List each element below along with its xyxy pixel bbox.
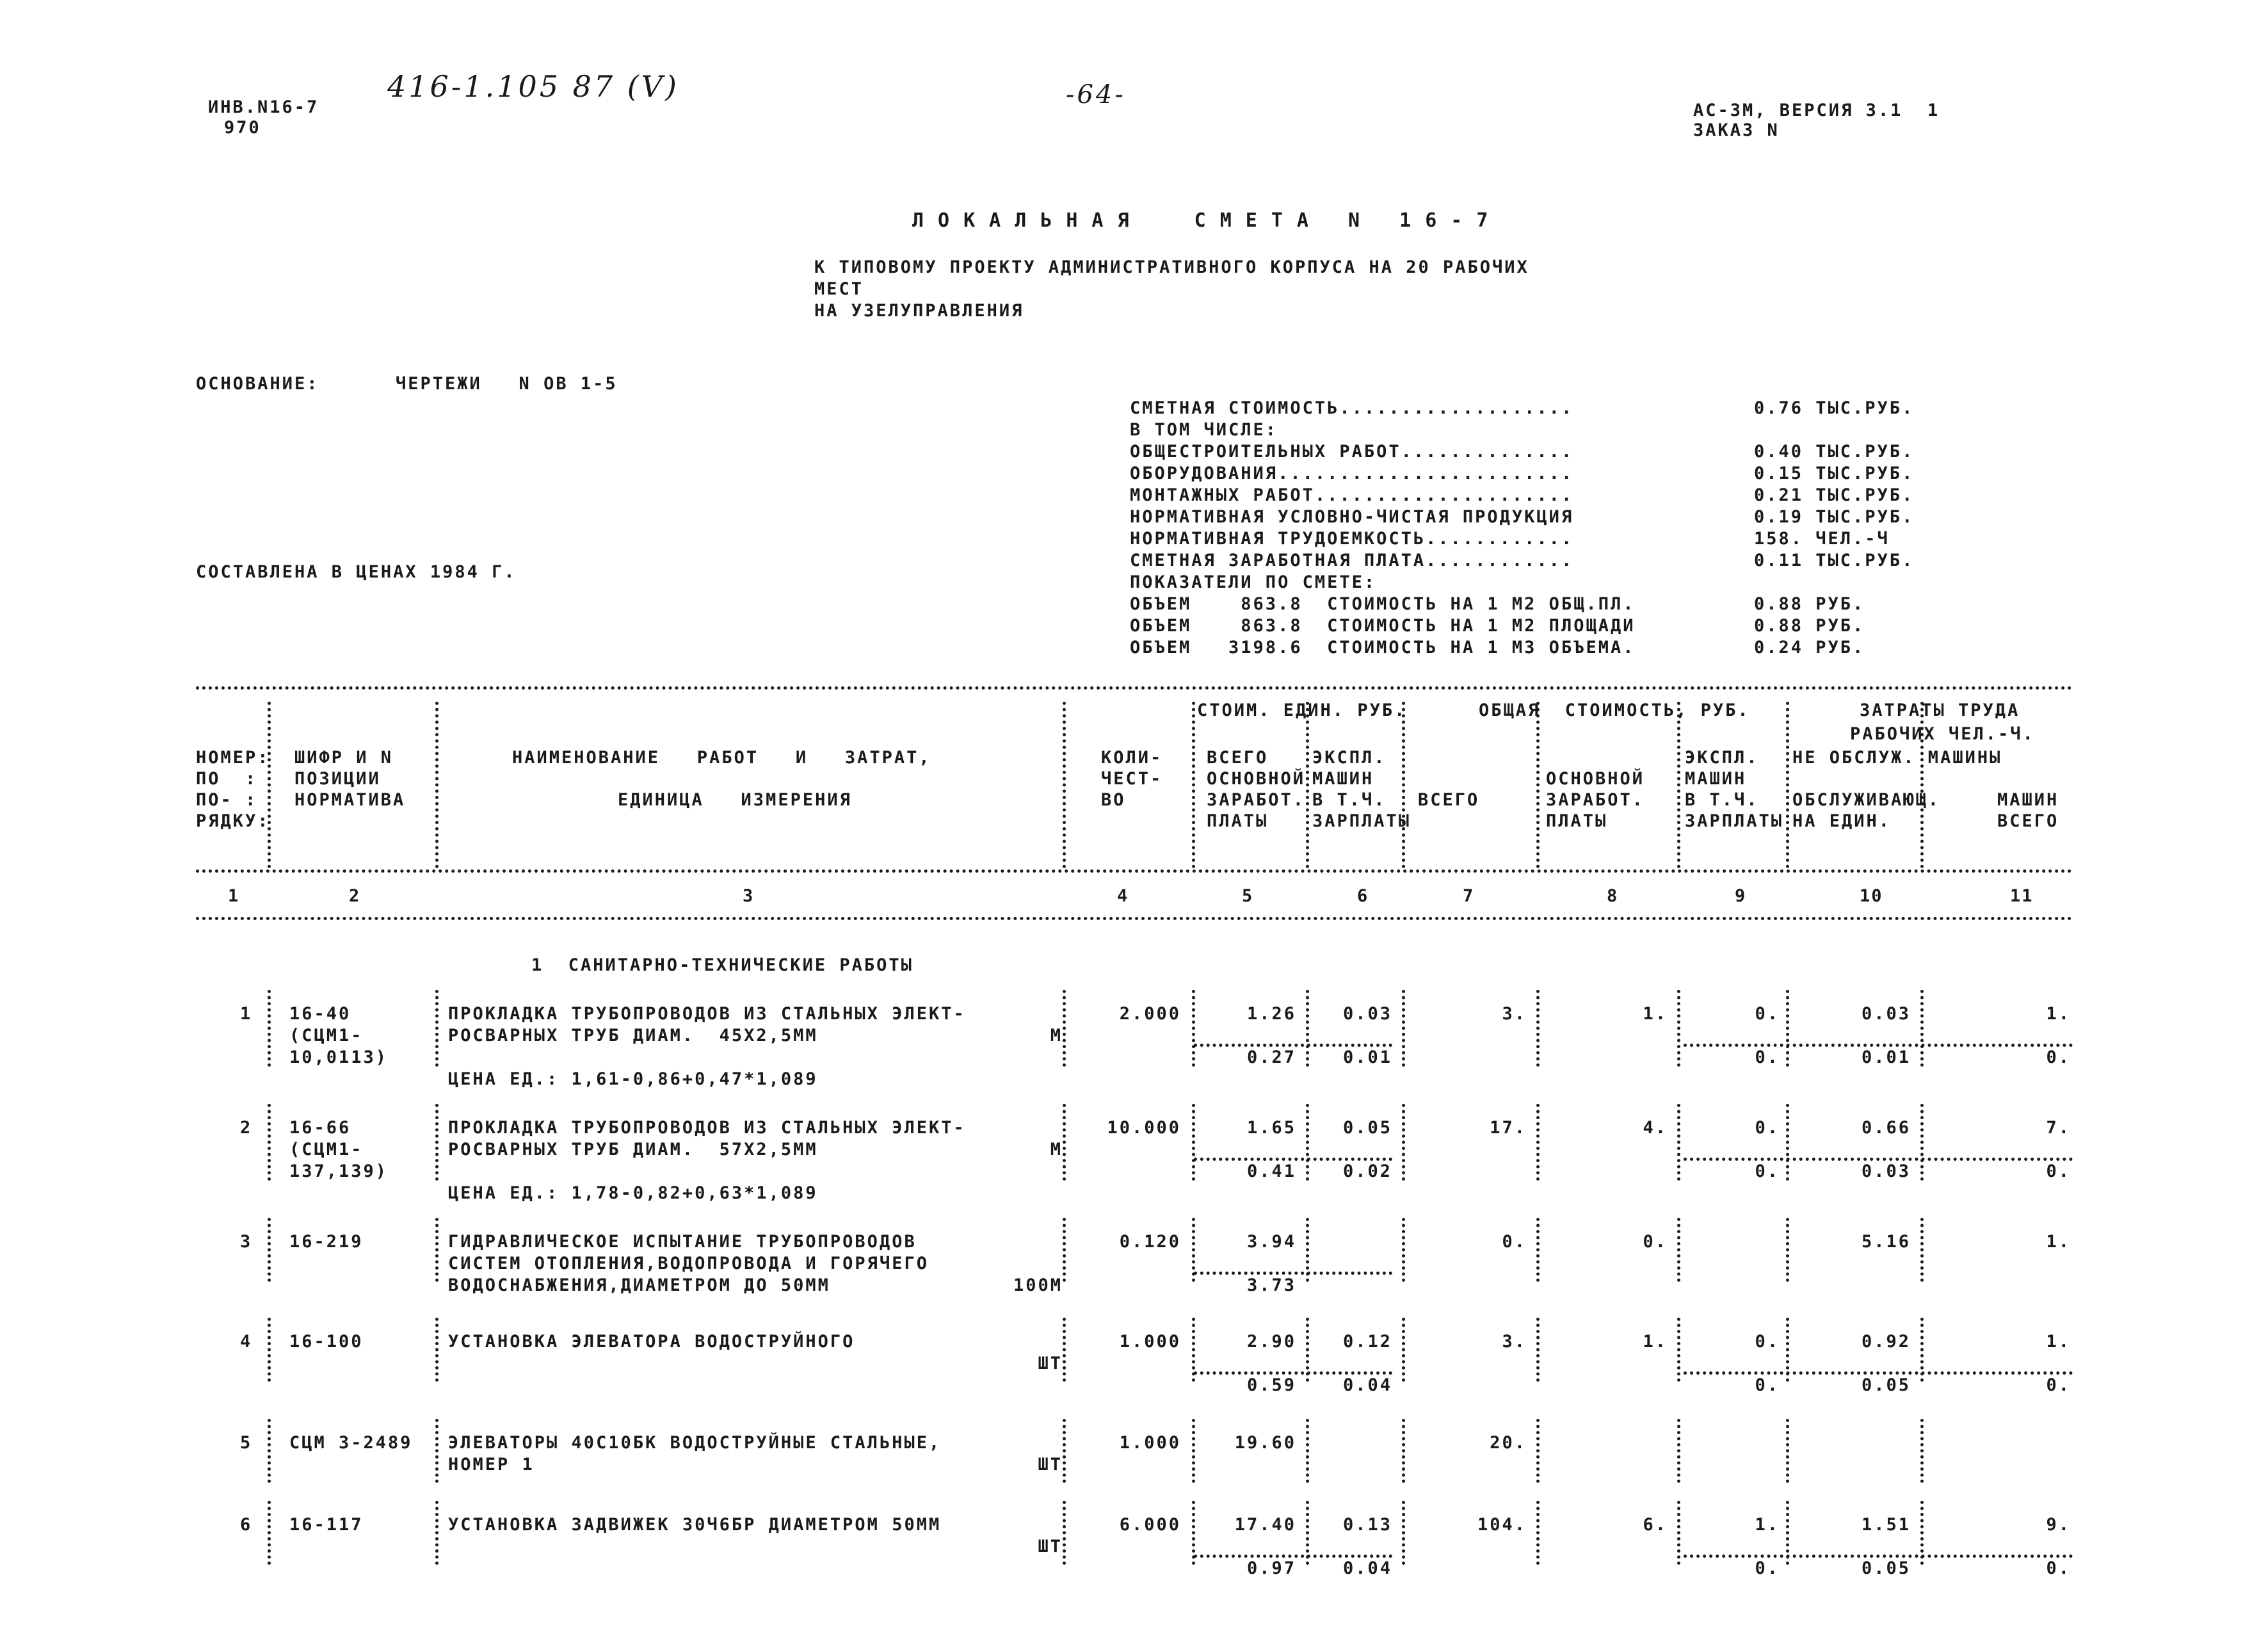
header-code: ПОЗИЦИИ <box>294 769 381 789</box>
header-machine-cost: В Т.Ч. <box>1312 790 1387 810</box>
column-separator <box>435 702 438 868</box>
header-overall-total: ВСЕГО <box>1418 790 1480 810</box>
value-c9b: 0. <box>1755 1375 1780 1395</box>
value-c5: 17.40 <box>1234 1515 1296 1535</box>
column-separator <box>1536 1218 1540 1282</box>
header-machine-cost: МАШИН <box>1312 769 1374 789</box>
column-separator <box>1920 990 1924 1067</box>
column-number: 1 <box>228 886 240 906</box>
unit: М <box>1050 1140 1063 1160</box>
header-machine-salary: ЗАРПЛАТЫ <box>1685 811 1784 831</box>
header-labor-serving: НА ЕДИН. <box>1792 811 1892 831</box>
prices-basis: СОСТАВЛЕНА В ЦЕНАХ 1984 Г. <box>196 562 517 582</box>
column-separator <box>1063 1104 1066 1181</box>
column-separator <box>1677 1218 1680 1282</box>
header-row-number: РЯДКУ: <box>196 811 270 831</box>
header-labor-not-serving: НЕ ОБСЛУЖ. МАШИНЫ <box>1792 748 2002 768</box>
header-total-cost: ВСЕГО <box>1207 748 1269 768</box>
column-separator <box>1306 1218 1309 1282</box>
column-separator <box>1063 702 1066 868</box>
norm-code: 16-219 <box>289 1232 364 1252</box>
value-c10b: 0.05 <box>1861 1558 1911 1578</box>
summary-label: МОНТАЖНЫХ РАБОТ..................... <box>1130 485 1574 505</box>
column-separator <box>1063 1318 1066 1382</box>
summary-label: ОБЩЕСТРОИТЕЛЬНЫХ РАБОТ.............. <box>1130 442 1574 462</box>
norm-code: 16-66 <box>289 1118 351 1138</box>
work-name: ПРОКЛАДКА ТРУБОПРОВОДОВ ИЗ СТАЛЬНЫХ ЭЛЕКТ- <box>448 1118 966 1138</box>
column-number: 10 <box>1860 886 1883 906</box>
value-c10b: 0.05 <box>1861 1375 1911 1395</box>
column-separator <box>1677 1419 1680 1483</box>
value-c6b: 0.04 <box>1342 1558 1392 1578</box>
header-base-salary: ЗАРАБОТ. <box>1546 790 1645 810</box>
column-separator <box>1920 1104 1924 1181</box>
value-c9: 0. <box>1755 1118 1780 1138</box>
value-c7: 3. <box>1502 1332 1527 1352</box>
title-line-2: МЕСТ <box>814 279 864 299</box>
value-c6b: 0.02 <box>1342 1161 1392 1181</box>
header-quantity: КОЛИ- <box>1101 748 1163 768</box>
value-c5: 19.60 <box>1234 1433 1296 1453</box>
header-row-number: ПО : <box>196 769 258 789</box>
column-number: 2 <box>349 886 361 906</box>
column-separator <box>1063 1501 1066 1565</box>
subtotal-rule <box>1684 1371 2073 1375</box>
summary-value: 0.19 ТЫС.РУБ. <box>1754 507 1915 527</box>
document-title: ЛОКАЛЬНАЯ СМЕТА N 16-7 <box>912 209 1502 232</box>
column-separator <box>1920 1501 1924 1565</box>
column-separator <box>1677 1501 1680 1565</box>
value-c6: 0.12 <box>1342 1332 1392 1352</box>
column-separator <box>1920 1318 1924 1382</box>
column-number: 7 <box>1463 886 1475 906</box>
value-c5: 1.26 <box>1246 1004 1296 1024</box>
column-separator <box>268 1218 271 1282</box>
summary-value: 0.88 РУБ. <box>1754 616 1865 636</box>
value-c10: 5.16 <box>1861 1232 1911 1252</box>
header-total-cost: ПЛАТЫ <box>1207 811 1269 831</box>
row-number: 6 <box>240 1515 253 1535</box>
column-number: 3 <box>743 886 755 906</box>
column-separator <box>1402 1318 1405 1382</box>
column-separator <box>1786 990 1789 1067</box>
value-qty: 10.000 <box>1107 1118 1181 1138</box>
row-number: 4 <box>240 1332 253 1352</box>
column-separator <box>1920 702 1924 868</box>
summary-value: 0.11 ТЫС.РУБ. <box>1754 551 1915 570</box>
column-separator <box>1677 702 1680 868</box>
value-c11b: 0. <box>2046 1558 2071 1578</box>
value-c11: 7. <box>2046 1118 2071 1138</box>
header-machine-salary: ЭКСПЛ. <box>1685 748 1759 768</box>
column-separator <box>1063 990 1066 1067</box>
summary-label: ПОКАЗАТЕЛИ ПО СМЕТЕ: <box>1130 572 1377 592</box>
summary-label: ОБЪЕМ 863.8 СТОИМОСТЬ НА 1 М2 ОБЩ.ПЛ. <box>1130 594 1636 614</box>
value-c5b: 0.41 <box>1246 1161 1296 1181</box>
header-machine-salary: В Т.Ч. <box>1685 790 1759 810</box>
title-line-3: НА УЗЕЛУПРАВЛЕНИЯ <box>814 301 1024 321</box>
header-row-number: ПО- : <box>196 790 258 810</box>
basis-value: ЧЕРТЕЖИ N ОВ 1-5 <box>396 374 618 394</box>
work-name: РОСВАРНЫХ ТРУБ ДИАМ. 45Х2,5ММ <box>448 1026 818 1046</box>
header-work-name: НАИМЕНОВАНИЕ РАБОТ И ЗАТРАТ, <box>512 748 931 768</box>
header-rule <box>196 869 2073 873</box>
column-separator <box>1192 1104 1195 1181</box>
header-labor-total: МАШИН <box>1997 790 2059 810</box>
work-name: НОМЕР 1 <box>448 1455 535 1475</box>
column-separator <box>268 702 271 868</box>
column-separator <box>268 1419 271 1483</box>
column-separator <box>268 1501 271 1565</box>
unit-price-formula: ЦЕНА ЕД.: 1,78-0,82+0,63*1,089 <box>448 1183 818 1203</box>
norm-code: 16-117 <box>289 1515 364 1535</box>
column-number: 9 <box>1735 886 1747 906</box>
value-c11: 9. <box>2046 1515 2071 1535</box>
value-c8: 1. <box>1643 1332 1668 1352</box>
column-separator <box>1192 990 1195 1067</box>
header-base-salary: ОСНОВНОЙ <box>1546 769 1645 789</box>
column-separator <box>1786 702 1789 868</box>
norm-code: 137,139) <box>289 1161 389 1181</box>
subtotal-rule <box>1684 1158 2073 1161</box>
column-separator <box>1306 702 1309 868</box>
value-c5b: 0.27 <box>1246 1047 1296 1067</box>
column-separator <box>1402 990 1405 1067</box>
summary-label: ОБЪЕМ 3198.6 СТОИМОСТЬ НА 1 М3 ОБЪЕМА. <box>1130 638 1636 658</box>
unit: ШТ <box>1038 1537 1063 1556</box>
header-quantity: ЧЕСТ- <box>1101 769 1163 789</box>
value-qty: 0.120 <box>1119 1232 1181 1252</box>
value-c9b: 0. <box>1755 1558 1780 1578</box>
value-c11: 1. <box>2046 1332 2071 1352</box>
subtotal-rule <box>1194 1272 1392 1275</box>
value-qty: 6.000 <box>1119 1515 1181 1535</box>
header-base-salary: ПЛАТЫ <box>1546 811 1608 831</box>
column-separator <box>1402 1419 1405 1483</box>
value-qty: 2.000 <box>1119 1004 1181 1024</box>
column-separator <box>435 1318 438 1382</box>
value-c6b: 0.04 <box>1342 1375 1392 1395</box>
norm-code: (СЦМ1- <box>289 1140 364 1160</box>
header-code: НОРМАТИВА <box>294 790 406 810</box>
column-number: 4 <box>1117 886 1129 906</box>
column-separator <box>1536 1419 1540 1483</box>
header-unit: ЕДИНИЦА ИЗМЕРЕНИЯ <box>618 790 852 810</box>
unit: М <box>1050 1026 1063 1046</box>
column-separator <box>1306 1501 1309 1565</box>
column-separator <box>1306 990 1309 1067</box>
column-separator <box>1063 1419 1066 1483</box>
subtotal-rule <box>1684 1044 2073 1047</box>
column-number: 6 <box>1357 886 1369 906</box>
handwritten-code: 416-1.105 87 (Ⅴ) <box>387 69 679 104</box>
column-separator <box>435 1218 438 1282</box>
unit: ШТ <box>1038 1455 1063 1475</box>
column-separator <box>1536 1501 1540 1565</box>
header-machine-cost: ЭКСПЛ. <box>1312 748 1387 768</box>
value-c11: 1. <box>2046 1232 2071 1252</box>
value-c10: 0.03 <box>1861 1004 1911 1024</box>
header-quantity: ВО <box>1101 790 1126 810</box>
order-number: ЗАКАЗ N <box>1693 120 1780 140</box>
subtotal-rule <box>1684 1555 2073 1558</box>
header-labor-serving: ОБСЛУЖИВАЮЩ. <box>1792 790 1941 810</box>
norm-code: 10,0113) <box>289 1047 389 1067</box>
value-qty: 1.000 <box>1119 1332 1181 1352</box>
value-c9: 0. <box>1755 1004 1780 1024</box>
summary-label: НОРМАТИВНАЯ ТРУДОЕМКОСТЬ............ <box>1130 529 1574 549</box>
column-separator <box>1192 1318 1195 1382</box>
value-c10: 0.66 <box>1861 1118 1911 1138</box>
inventory-sub: 970 <box>224 118 261 138</box>
value-c5: 3.94 <box>1246 1232 1296 1252</box>
column-numbers-rule <box>196 917 2073 920</box>
column-separator <box>435 990 438 1067</box>
column-number: 8 <box>1607 886 1619 906</box>
value-c6b: 0.01 <box>1342 1047 1392 1067</box>
header-machine-cost: ЗАРПЛАТЫ <box>1312 811 1411 831</box>
column-separator <box>1192 702 1195 868</box>
summary-label: ОБЪЕМ 863.8 СТОИМОСТЬ НА 1 М2 ПЛОЩАДИ <box>1130 616 1636 636</box>
header-total-cost: ОСНОВНОЙ <box>1207 769 1306 789</box>
value-c11b: 0. <box>2046 1161 2071 1181</box>
column-separator <box>1920 1218 1924 1282</box>
column-separator <box>1786 1501 1789 1565</box>
system-version: АС-3М, ВЕРСИЯ 3.1 1 <box>1693 101 1940 120</box>
header-labor-total: ВСЕГО <box>1997 811 2059 831</box>
value-c9: 1. <box>1755 1515 1780 1535</box>
subtotal-rule <box>1194 1555 1392 1558</box>
header-labor-workers: РАБОЧИХ ЧЕЛ.-Ч. <box>1850 724 2035 744</box>
header-row-number: НОМЕР: <box>196 748 270 768</box>
column-separator <box>1786 1318 1789 1382</box>
row-number: 5 <box>240 1433 253 1453</box>
value-c7: 20. <box>1490 1433 1527 1453</box>
summary-value: 0.15 ТЫС.РУБ. <box>1754 464 1915 483</box>
value-c6: 0.05 <box>1342 1118 1392 1138</box>
work-name: РОСВАРНЫХ ТРУБ ДИАМ. 57Х2,5ММ <box>448 1140 818 1160</box>
column-separator <box>435 1501 438 1565</box>
value-c5b: 0.97 <box>1246 1558 1296 1578</box>
work-name: ЭЛЕВАТОРЫ 40С10БК ВОДОСТРУЙНЫЕ СТАЛЬНЫЕ, <box>448 1433 942 1453</box>
summary-label: СМЕТНАЯ СТОИМОСТЬ................... <box>1130 398 1574 418</box>
column-separator <box>1677 1104 1680 1181</box>
column-separator <box>1786 1104 1789 1181</box>
subtotal-rule <box>1194 1044 1392 1047</box>
header-unit-cost: СТОИМ. ЕДИН. РУБ. <box>1197 700 1407 720</box>
norm-code: 16-100 <box>289 1332 364 1352</box>
summary-label: НОРМАТИВНАЯ УСЛОВНО-ЧИСТАЯ ПРОДУКЦИЯ <box>1130 507 1574 527</box>
column-separator <box>268 1318 271 1382</box>
section-title: 1 САНИТАРНО-ТЕХНИЧЕСКИЕ РАБОТЫ <box>531 955 913 975</box>
column-separator <box>1402 702 1405 868</box>
column-separator <box>1536 1104 1540 1181</box>
column-separator <box>1677 1318 1680 1382</box>
header-labor-costs: ЗАТРАТЫ ТРУДА <box>1860 700 2020 720</box>
work-name: УСТАНОВКА ЗАДВИЖЕК 30Ч6БР ДИАМЕТРОМ 50ММ <box>448 1515 942 1535</box>
column-separator <box>1536 702 1540 868</box>
work-name: УСТАНОВКА ЭЛЕВАТОРА ВОДОСТРУЙНОГО <box>448 1332 855 1352</box>
value-c5: 1.65 <box>1246 1118 1296 1138</box>
summary-value: 0.76 ТЫС.РУБ. <box>1754 398 1915 418</box>
summary-value: 0.40 ТЫС.РУБ. <box>1754 442 1915 462</box>
value-c8: 6. <box>1643 1515 1668 1535</box>
unit-price-formula: ЦЕНА ЕД.: 1,61-0,86+0,47*1,089 <box>448 1069 818 1089</box>
value-c9b: 0. <box>1755 1047 1780 1067</box>
value-c8: 4. <box>1643 1118 1668 1138</box>
column-separator <box>1306 1419 1309 1483</box>
column-separator <box>435 1104 438 1181</box>
value-c7: 3. <box>1502 1004 1527 1024</box>
header-machine-salary: МАШИН <box>1685 769 1747 789</box>
column-separator <box>1192 1218 1195 1282</box>
norm-code: СЦМ 3-2489 <box>289 1433 413 1453</box>
value-c8: 1. <box>1643 1004 1668 1024</box>
summary-value: 158. ЧЕЛ.-Ч <box>1754 529 1890 549</box>
work-name: ВОДОСНАБЖЕНИЯ,ДИАМЕТРОМ ДО 50ММ <box>448 1275 830 1295</box>
value-c11: 1. <box>2046 1004 2071 1024</box>
summary-value: 0.21 ТЫС.РУБ. <box>1754 485 1915 505</box>
column-separator <box>1063 1218 1066 1282</box>
column-separator <box>268 990 271 1067</box>
value-c5: 2.90 <box>1246 1332 1296 1352</box>
column-separator <box>1677 990 1680 1067</box>
unit: 100М <box>1013 1275 1063 1295</box>
column-separator <box>1402 1501 1405 1565</box>
column-separator <box>1402 1218 1405 1282</box>
value-c6: 0.03 <box>1342 1004 1392 1024</box>
value-c11b: 0. <box>2046 1375 2071 1395</box>
summary-label: СМЕТНАЯ ЗАРАБОТНАЯ ПЛАТА............ <box>1130 551 1574 570</box>
header-code: ШИФР И N <box>294 748 394 768</box>
page-number: -64- <box>1066 80 1126 109</box>
value-c10: 0.92 <box>1861 1332 1911 1352</box>
norm-code: 16-40 <box>289 1004 351 1024</box>
basis-label: ОСНОВАНИЕ: <box>196 374 319 394</box>
column-separator <box>1192 1501 1195 1565</box>
value-c10b: 0.03 <box>1861 1161 1911 1181</box>
subtotal-rule <box>1194 1371 1392 1375</box>
title-line-1: К ТИПОВОМУ ПРОЕКТУ АДМИНИСТРАТИВНОГО КОРПУСА НА 20 РАБОЧИХ <box>814 257 1529 277</box>
subtotal-rule <box>1194 1158 1392 1161</box>
column-separator <box>435 1419 438 1483</box>
column-separator <box>1536 1318 1540 1382</box>
column-number: 5 <box>1242 886 1254 906</box>
inventory-number: ИНВ.N16-7 <box>208 97 319 117</box>
column-separator <box>1786 1218 1789 1282</box>
column-separator <box>1192 1419 1195 1483</box>
column-numbers <box>196 885 2073 908</box>
value-c7: 0. <box>1502 1232 1527 1252</box>
norm-code: (СЦМ1- <box>289 1026 364 1046</box>
row-number: 3 <box>240 1232 253 1252</box>
work-name: ГИДРАВЛИЧЕСКОЕ ИСПЫТАНИЕ ТРУБОПРОВОДОВ <box>448 1232 917 1252</box>
value-c10b: 0.01 <box>1861 1047 1911 1067</box>
value-c11b: 0. <box>2046 1047 2071 1067</box>
value-c5b: 0.59 <box>1246 1375 1296 1395</box>
column-separator <box>1536 990 1540 1067</box>
unit: ШТ <box>1038 1354 1063 1373</box>
table-top-rule <box>196 686 2073 690</box>
header-overall-cost: ОБЩАЯ СТОИМОСТЬ, РУБ. <box>1479 700 1750 720</box>
summary-label: ОБОРУДОВАНИЯ........................ <box>1130 464 1574 483</box>
value-c6: 0.13 <box>1342 1515 1392 1535</box>
work-name: СИСТЕМ ОТОПЛЕНИЯ,ВОДОПРОВОДА И ГОРЯЧЕГО <box>448 1254 929 1273</box>
value-c8: 0. <box>1643 1232 1668 1252</box>
summary-value: 0.24 РУБ. <box>1754 638 1865 658</box>
value-c9b: 0. <box>1755 1161 1780 1181</box>
value-c7: 17. <box>1490 1118 1527 1138</box>
row-number: 2 <box>240 1118 253 1138</box>
header-total-cost: ЗАРАБОТ. <box>1207 790 1306 810</box>
summary-label: В ТОМ ЧИСЛЕ: <box>1130 420 1278 440</box>
column-separator <box>268 1104 271 1181</box>
column-separator <box>1786 1419 1789 1483</box>
column-number: 11 <box>2010 886 2034 906</box>
summary-value: 0.88 РУБ. <box>1754 594 1865 614</box>
column-separator <box>1920 1419 1924 1483</box>
value-c5b: 3.73 <box>1246 1275 1296 1295</box>
work-name: ПРОКЛАДКА ТРУБОПРОВОДОВ ИЗ СТАЛЬНЫХ ЭЛЕКТ- <box>448 1004 966 1024</box>
value-c10: 1.51 <box>1861 1515 1911 1535</box>
value-qty: 1.000 <box>1119 1433 1181 1453</box>
column-separator <box>1306 1318 1309 1382</box>
value-c9: 0. <box>1755 1332 1780 1352</box>
column-separator <box>1306 1104 1309 1181</box>
value-c7: 104. <box>1477 1515 1527 1535</box>
column-separator <box>1402 1104 1405 1181</box>
row-number: 1 <box>240 1004 253 1024</box>
